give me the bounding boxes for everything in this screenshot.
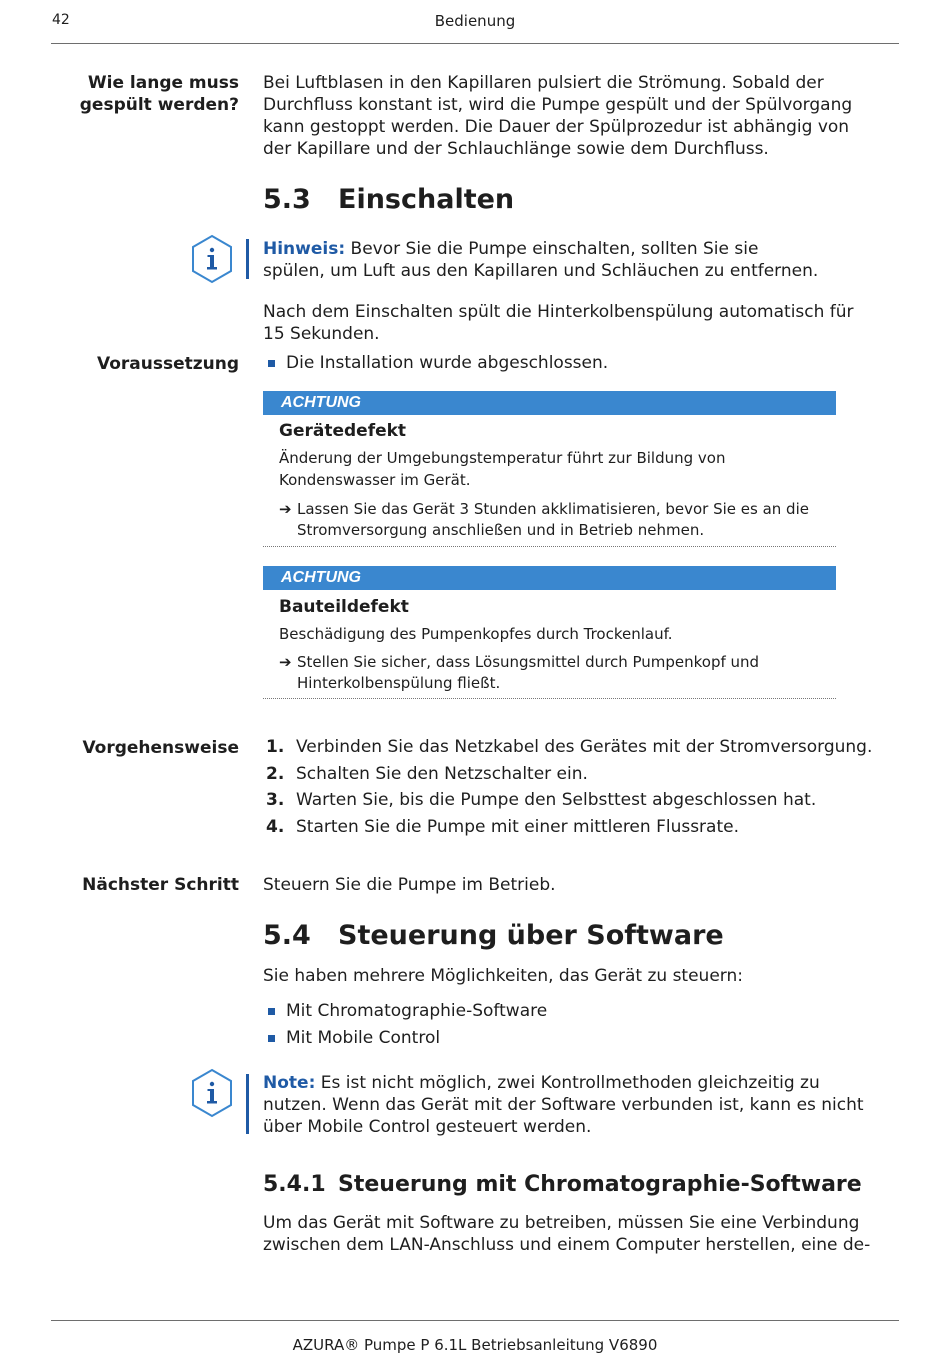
warning-title: Gerätedefekt — [279, 421, 407, 441]
prerequisite-list — [266, 350, 608, 377]
heading-title: Steuerung über Software — [338, 920, 724, 951]
step-text: Verbinden Sie das Netzkabel des Gerätes mit der Stromversorgung. — [296, 737, 873, 757]
side-label-procedure: Vorgehensweise — [82, 738, 239, 758]
step-text: Warten Sie, bis die Pumpe den Selbsttest abgeschlossen hat. — [296, 790, 817, 810]
heading-5-3 — [263, 184, 514, 215]
heading-5-4-1 — [263, 1172, 862, 1197]
divider — [263, 546, 836, 547]
warning-text: Änderung der Umgebungstemperatur führt zur Bildung von Kondenswasser im Gerät. — [279, 449, 726, 489]
step-text: Starten Sie die Pumpe mit einer mittleren Flussrate. — [296, 816, 739, 837]
footer-text: AZURA® Pumpe P 6.1L Betriebsanleitung V6890 — [292, 1336, 658, 1354]
section-intro: Sie haben mehrere Möglichkeiten, das Gerät zu steuern: — [263, 966, 743, 986]
divider — [263, 698, 836, 699]
note-bar — [246, 239, 249, 279]
arrow-right-icon: ➔ — [279, 500, 292, 518]
footer-rule — [51, 1320, 899, 1321]
warning-bar: ACHTUNG — [263, 391, 836, 415]
warning-action — [279, 652, 835, 694]
info-icon — [190, 1068, 234, 1118]
note-software — [263, 1072, 878, 1138]
list-item — [266, 734, 872, 761]
step-text: Schalten Sie den Netzschalter ein. — [296, 763, 588, 784]
list-item — [266, 761, 872, 788]
warning-action-text: Lassen Sie das Gerät 3 Stunden akklimatisieren, bevor Sie es an die Stromversorgung anschließen und in Betrieb nehmen. — [297, 500, 809, 539]
warning-bar: ACHTUNG — [263, 566, 836, 590]
step-number: 4. — [266, 816, 285, 837]
warning-action-text: Stellen Sie sicher, dass Lösungsmittel durch Pumpenkopf und Hinterkolbenspülung fließt. — [297, 653, 760, 692]
next-step-text: Steuern Sie die Pumpe im Betrieb. — [263, 875, 556, 895]
note-label: Note: — [263, 1073, 316, 1093]
note-bar — [246, 1074, 249, 1134]
list-item: Die Installation wurde abgeschlossen. — [266, 350, 608, 377]
rinse-text: Bei Luftblasen in den Kapillaren pulsiert die Strömung. Sobald der Durchfluss konstant ist, wird die Pumpe gespült und der Spülvorgang kann gestoppt werden. Die Dauer der Spülprozedur ist abhängig von der Kapillare und der Schlauchlänge sowie dem Durchfluss. — [263, 73, 853, 159]
list-item — [266, 787, 872, 814]
header-section: Bedienung — [434, 12, 516, 30]
list-item — [266, 814, 872, 841]
heading-title: Einschalten — [338, 184, 515, 215]
warning-action — [279, 499, 835, 541]
section-text: Um das Gerät mit Software zu betreiben, müssen Sie eine Verbindung zwischen dem LAN-Anschluss und einem Computer herstellen, eine de- — [263, 1213, 871, 1255]
note-text: Es ist nicht möglich, zwei Kontrollmethoden gleichzeitig zu nutzen. Wenn das Gerät mit der Software verbunden ist, kann es nicht über Mobile Control gesteuert werden. — [263, 1073, 864, 1137]
note-label: Hinweis: — [263, 239, 346, 259]
procedure-steps — [266, 734, 872, 840]
control-options-list — [266, 998, 547, 1052]
heading-title: Steuerung mit Chromatographie-Software — [338, 1172, 862, 1197]
side-label-prerequisite: Voraussetzung — [96, 354, 239, 374]
page-number: 42 — [52, 12, 70, 28]
arrow-right-icon: ➔ — [279, 653, 292, 671]
warning-text: Beschädigung des Pumpenkopfes durch Trockenlauf. — [279, 625, 673, 643]
note-hinweis — [263, 238, 823, 282]
step-number: 2. — [266, 763, 285, 784]
warning-title: Bauteildefekt — [279, 597, 409, 617]
heading-number: 5.3 — [263, 184, 311, 215]
list-item: Mit Mobile Control — [266, 1025, 547, 1052]
step-number: 1. — [266, 737, 285, 757]
side-label-rinse: Wie lange muss gespült werden? — [79, 73, 239, 115]
step-number: 3. — [266, 790, 285, 810]
info-icon — [190, 234, 234, 284]
heading-5-4 — [263, 920, 724, 951]
side-label-next-step: Nächster Schritt — [82, 875, 239, 895]
note-text: Bevor Sie die Pumpe einschalten, sollten Sie sie spülen, um Luft aus den Kapillaren und Schläuchen zu entfernen. — [263, 239, 819, 281]
intro-text: Nach dem Einschalten spült die Hinterkolbenspülung automatisch für 15 Sekunden. — [263, 302, 854, 344]
header-rule — [51, 43, 899, 44]
heading-number: 5.4.1 — [263, 1172, 326, 1197]
list-item: Mit Chromatographie-Software — [266, 998, 547, 1025]
heading-number: 5.4 — [263, 920, 311, 951]
